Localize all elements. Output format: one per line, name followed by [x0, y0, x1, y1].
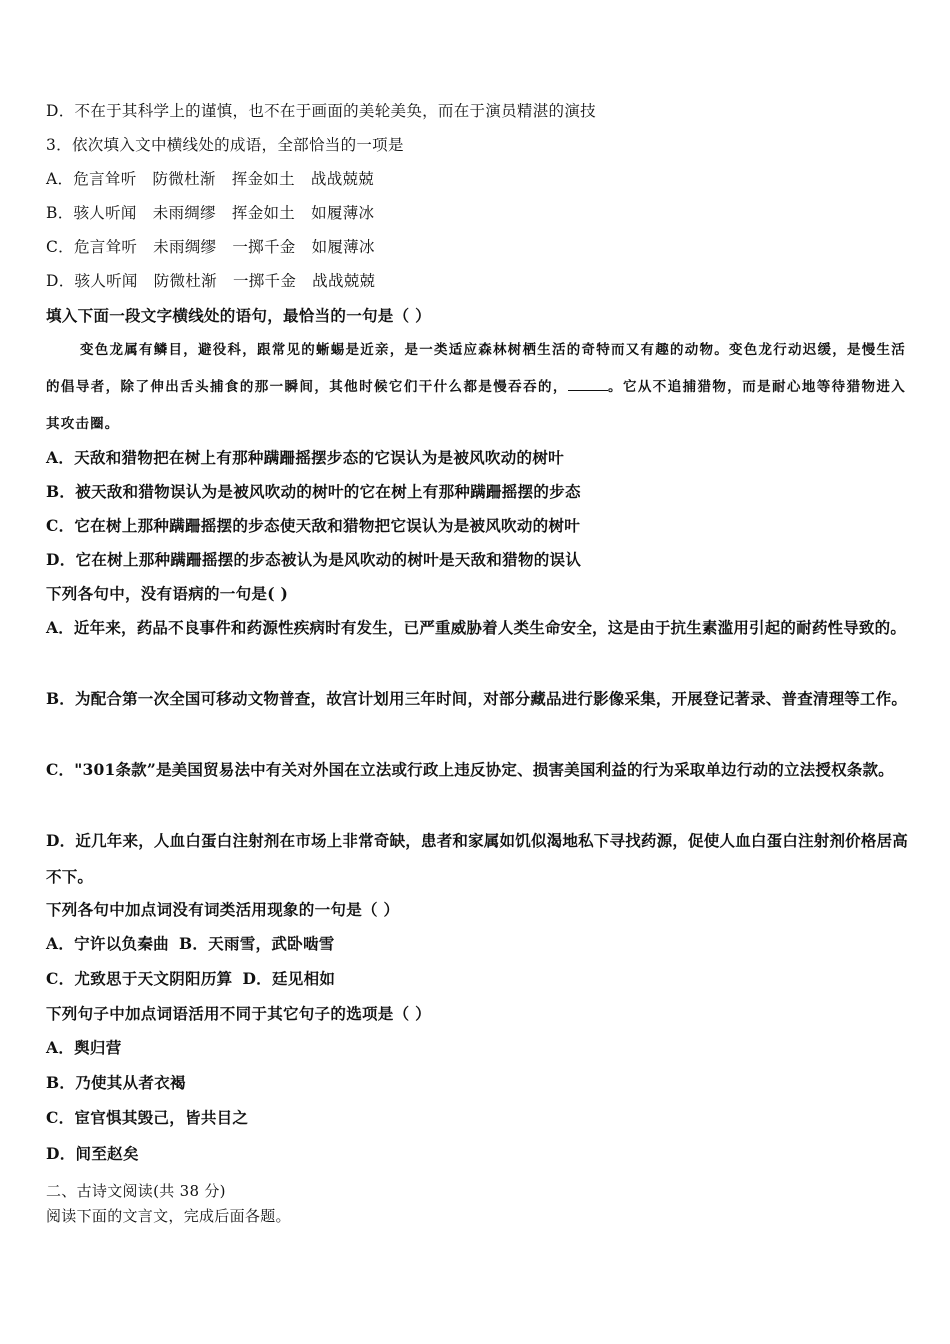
q4-answer-blank [568, 376, 608, 391]
q6-option-b: B．天雨雪，武卧啮雪 [178, 934, 335, 953]
q3-stem: 3．依次填入文中横线处的成语，全部恰当的一项是 [46, 136, 404, 154]
q5-option-c: C．"301条款”是美国贸易法中有关对外国在立法或行政上违反协定、损害美国利益的行为采取单边行动的立法授权条款。 [46, 760, 894, 779]
q4-passage-after: 。它从不追捕猎物，而是耐心地等待猎物进入其攻击圈。 [46, 379, 907, 432]
section-2-heading: 二、古诗文阅读(共 38 分) [46, 1182, 226, 1200]
q2-option-d: D．不在于其科学上的谨慎，也不在于画面的美轮美奂，而在于演员精湛的演技 [46, 102, 596, 120]
q6-option-d: D．廷见相如 [242, 969, 336, 988]
q7-stem: 下列句子中加点词语活用不同于其它句子的选项是（ ） [46, 1004, 431, 1023]
q3-option-c: C．危言耸听 未雨绸缪 一掷千金 如履薄冰 [46, 238, 375, 256]
q4-option-d: D．它在树上那种蹒跚摇摆的步态被认为是风吹动的树叶是天敌和猎物的误认 [46, 550, 582, 569]
q3-option-a: A．危言耸听 防微杜渐 挥金如土 战战兢兢 [46, 170, 375, 188]
q4-option-b: B．被天敌和猎物误认为是被风吹动的树叶的它在树上有那种蹒跚摇摆的步态 [46, 482, 581, 501]
q3-option-d: D．骇人听闻 防微杜渐 一掷千金 战战兢兢 [46, 272, 376, 290]
q7-option-c: C．宦官惧其毁己，皆共目之 [46, 1108, 249, 1127]
q6-option-a: A．宁许以负秦曲 [46, 934, 169, 953]
q6-stem: 下列各句中加点词没有词类活用现象的一句是（ ） [46, 900, 400, 919]
q4-passage [46, 332, 906, 443]
q6-options-row-2 [46, 969, 335, 989]
q6-option-c: C．尤致思于天文阴阳历算 [46, 969, 233, 988]
q5-option-d: D．近几年来，人血白蛋白注射剂在市场上非常奇缺，患者和家属如饥似渴地私下寻找药源，促使人血白蛋白注射剂价格居高不下。 [46, 831, 908, 886]
q5-option-a: A．近年来，药品不良事件和药源性疾病时有发生，已严重威胁着人类生命安全，这是由于抗生素滥用引起的耐药性导致的。 [46, 618, 907, 637]
q7-option-a: A．舆归营 [46, 1038, 122, 1057]
q6-options-row-1 [46, 934, 335, 954]
q3-option-b: B．骇人听闻 未雨绸缪 挥金如土 如履薄冰 [46, 204, 375, 222]
section-2-instruction: 阅读下面的文言文，完成后面各题。 [46, 1207, 291, 1225]
q4-stem: 填入下面一段文字横线处的语句，最恰当的一句是（ ） [46, 306, 431, 325]
q4-passage-before: 变色龙属有鳞目，避役科，跟常见的蜥蜴是近亲，是一类适应森林树栖生活的奇特而又有趣的动物。变色龙行动迟缓，是慢生活的倡导者，除了伸出舌头捕食的那一瞬间，其他时候它们干什么都是慢吞吞的， [46, 342, 906, 395]
q7-option-b: B．乃使其从者衣褐 [46, 1073, 186, 1092]
q5-option-b: B．为配合第一次全国可移动文物普查，故宫计划用三年时间，对部分藏品进行影像采集，开展登记著录、普查清理等工作。 [46, 689, 908, 708]
q4-option-c: C．它在树上那种蹒跚摇摆的步态使天敌和猎物把它误认为是被风吹动的树叶 [46, 516, 581, 535]
q7-option-d: D．间至赵矣 [46, 1144, 139, 1163]
q4-option-a: A．天敌和猎物把在树上有那种蹒跚摇摆步态的它误认为是被风吹动的树叶 [46, 448, 564, 467]
q5-stem: 下列各句中，没有语病的一句是( ) [46, 584, 289, 603]
